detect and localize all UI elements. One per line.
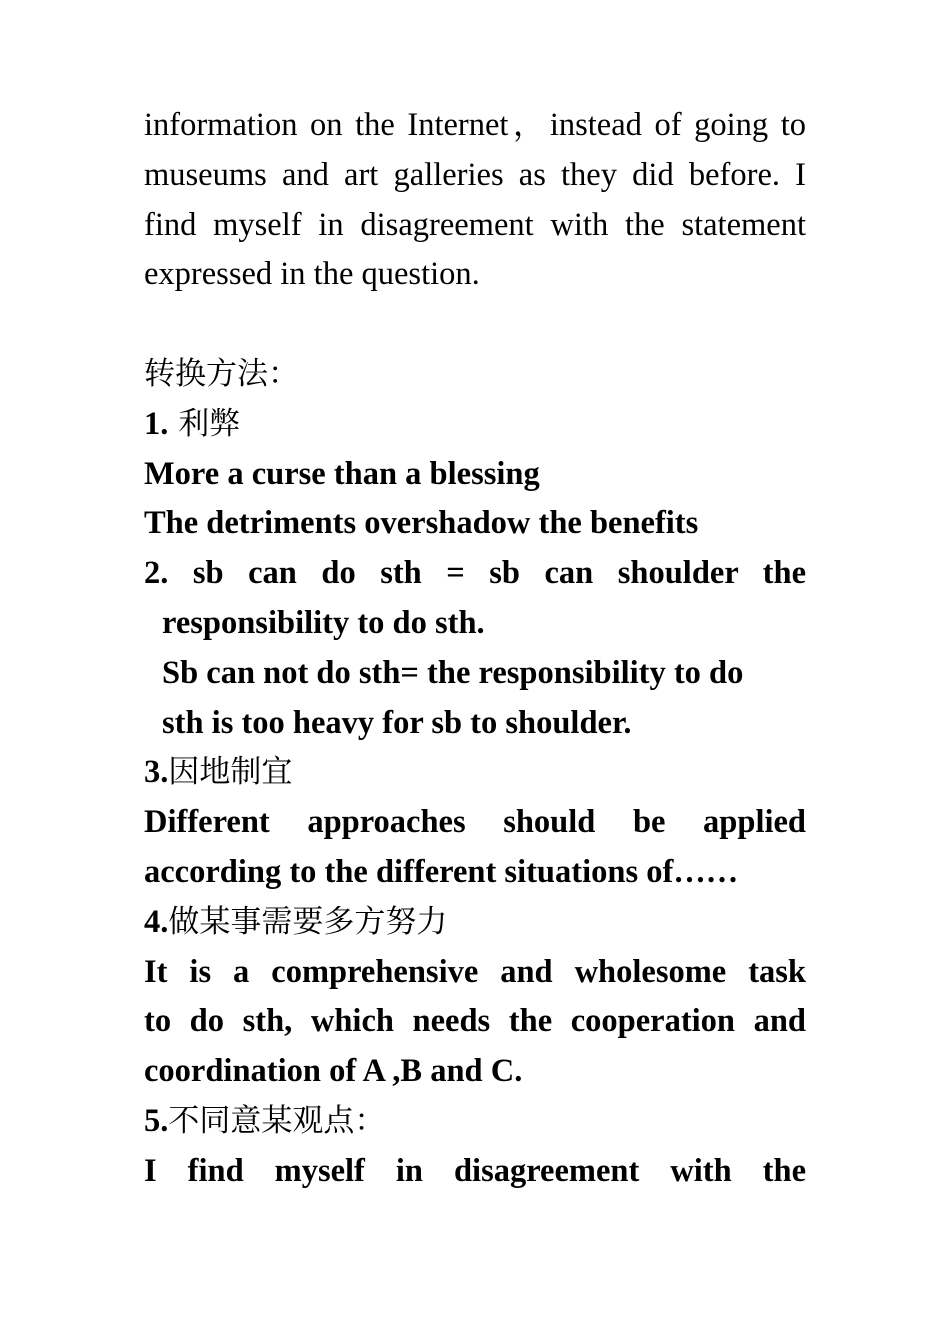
item-1-line-2: The detriments overshadow the benefits: [144, 505, 699, 542]
item-title: 因地制宜: [168, 754, 293, 791]
item-3-line-1: Different approaches should be applied: [144, 804, 806, 841]
item-1-line-1: More a curse than a blessing: [144, 455, 540, 492]
methods-heading: 转换方法：: [144, 355, 299, 392]
item-2-line-4: sth is too heavy for sb to shoulder.: [162, 704, 632, 741]
item-title: 不同意某观点：: [168, 1102, 386, 1139]
item-1-heading: [144, 400, 806, 450]
item-number: 2.: [144, 555, 169, 592]
item-5-line-1: I find myself in disagreement with the: [144, 1152, 806, 1189]
item-4-line-1: It is a comprehensive and wholesome task: [144, 953, 806, 990]
item-2-line-3: Sb can not do sth= the responsibility to do: [162, 654, 744, 691]
intro-line-3: find myself in disagreement with the statement: [144, 206, 806, 243]
item-number: 4.: [144, 903, 169, 940]
item-4-heading: [144, 898, 806, 948]
item-4-line-2: to do sth, which needs the cooperation and: [144, 1003, 806, 1040]
intro-line-4: expressed in the question.: [144, 256, 480, 293]
intro-line-2: museums and art galleries as they did before. I: [144, 156, 806, 193]
item-number: 5.: [144, 1102, 169, 1139]
item-title: 做某事需要多方努力: [168, 903, 448, 940]
item-2-line-1: 2. sb can do sth = sb can shoulder the: [144, 555, 807, 592]
item-number: 1.: [144, 405, 169, 442]
item-title: 利弊: [178, 405, 241, 442]
item-number: 3.: [144, 754, 169, 791]
paragraph-gap: [144, 300, 806, 350]
item-3-line-2: according to the different situations of……: [144, 853, 739, 890]
item-5-heading: [144, 1097, 806, 1147]
item-2-line-2: responsibility to do sth.: [162, 604, 485, 641]
item-4-line-3: coordination of A ,B and C.: [144, 1053, 523, 1090]
item-3-heading: [144, 748, 806, 798]
intro-line-1: information on the Internet，instead of going to: [144, 107, 806, 143]
document-page: [144, 101, 806, 1197]
